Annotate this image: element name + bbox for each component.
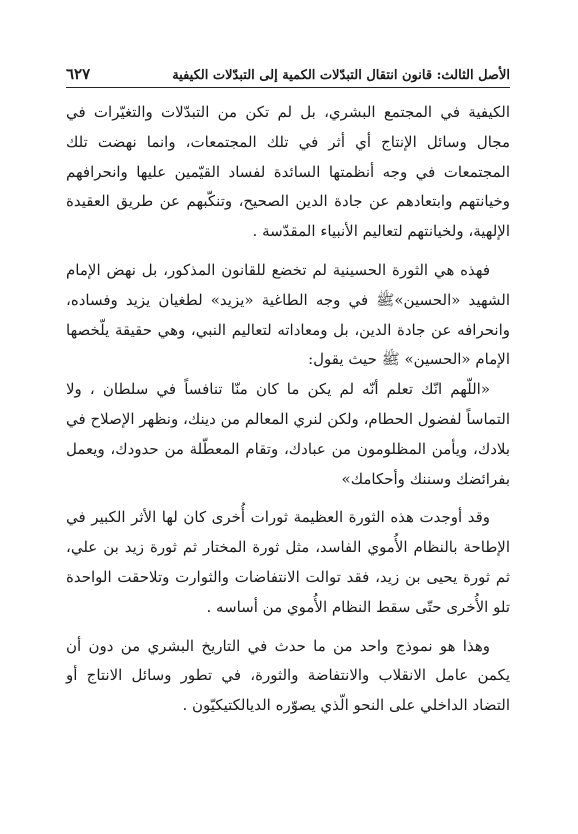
header-rule (66, 87, 510, 88)
paragraph-5: وهذا هو نموذج واحد من ما حدث في التاريخ البشري من دون أن يكمن عامل الانقلاب والانتفاضة والثورة، في تطور وسائل الانتاج أو التضاد الداخلي على النحو الّذي يصوّره الديالكتيكيّون . (66, 636, 510, 715)
paragraph-4: وقد أوجدت هذه الثورة العظيمة ثورات أُخرى كان لها الأثر الكبير في الإطاحة بالنظام الأُموي الفاسد، مثل ثورة المختار ثم ثورة زيد بن علي، ثم ثورة يحيى بن زيد، فقد توالت الانتفاضات والثوارت وتلاحقت الواحدة تلو الأُخرى حتّى سقط النظام الأُموي من أساسه . (66, 508, 510, 616)
paragraph-1: الكيفية في المجتمع البشري، بل لم تكن من التبدّلات والتغيّرات في مجال وسائل الإنتاج أي أثر في تلك المجتمعات، وانما نهضت تلك المجتمعات في وجه أنظمتها السائدة لفساد القيّمين عليها وانحرافهم وخيانتهم وابتعادهم عن جادة الدين الصحيح، وتنكّبهم عن طريق العقيدة الإلهية، ولخيانتهم لتعاليم الأنبياء المقدّسة . (66, 103, 510, 241)
page-body (66, 98, 510, 721)
running-header-title: الأصل الثالث: قانون انتقال التبدّلات الكمية إلى التبدّلات الكيفية (172, 68, 510, 83)
paragraph-2: فهذه هي الثورة الحسينية لم تخضع للقانون المذكور، بل نهض الإمام الشهيد «الحسين»ﷺ في وجه الطاغية «يزيد» لطغيان يزيد وفساده، وانحرافه عن جادة الدين، بل ومعاداته لتعاليم النبي، وهي حقيقة يلّخصها الإمام «الحسين» ﷺ حيث يقول: (66, 260, 510, 369)
quote-paragraph: «اللّهم انّك تعلم أنّه لم يكن ما كان منّا تنافساً في سلطان ، ولا التماساً لفضول الحطام، ولكن لنري المعالم من دينك، ونظهر الإصلاح في بلادك، ويأمن المظلومون من عبادك، وتقام المعطّلة من حدودك، ويعمل بفرائضك وسننك وأحكامك» (66, 380, 510, 488)
running-header (66, 60, 510, 86)
page-number: ٦٢٧ (66, 65, 91, 83)
